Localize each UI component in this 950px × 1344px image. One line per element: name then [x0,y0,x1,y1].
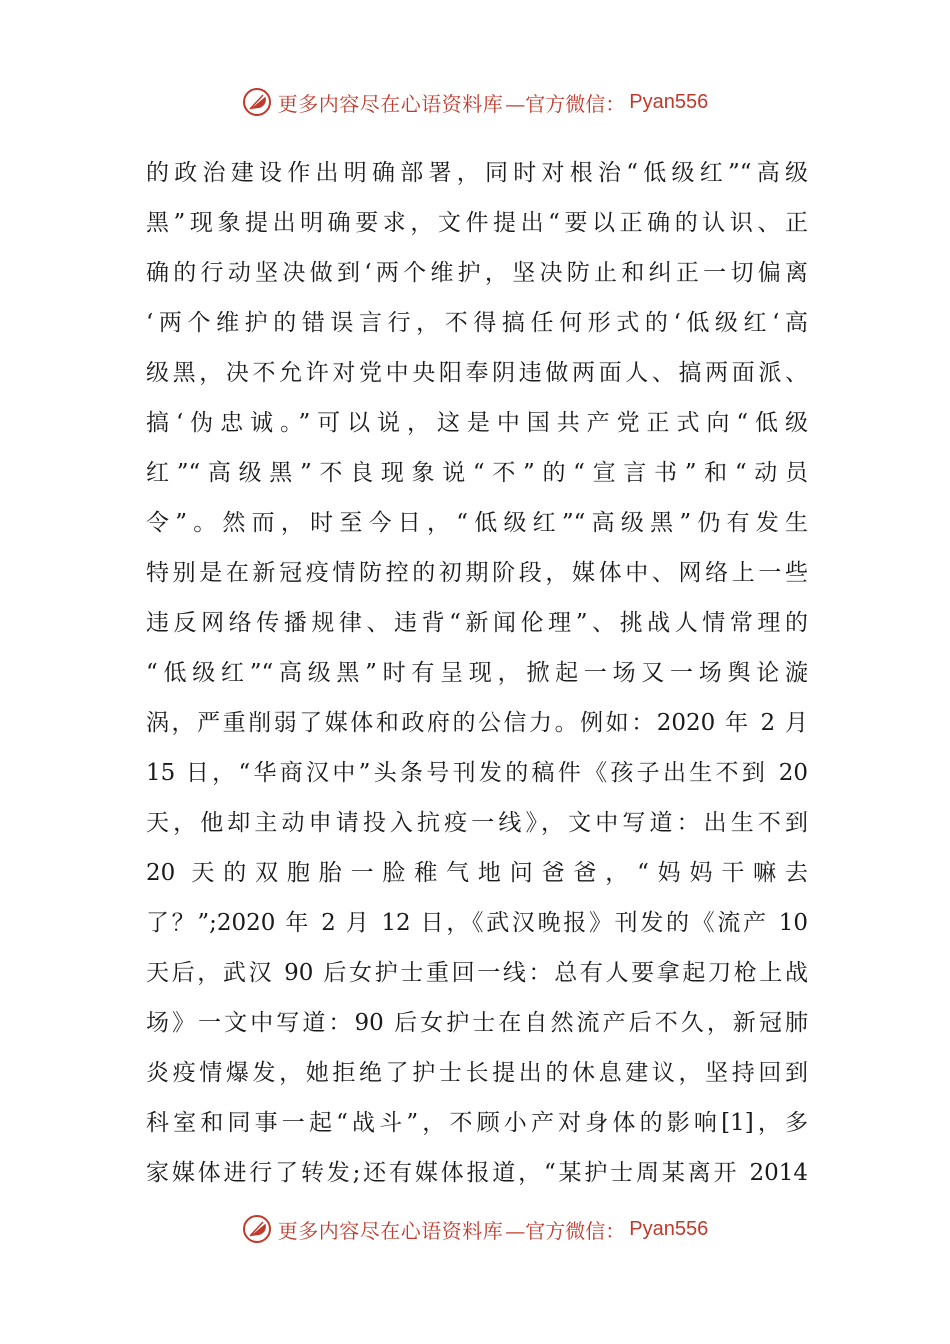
header-wechat-id: Pyan556 [629,90,709,113]
body-line: 黑”现象提出明确要求，文件提出“要以正确的认识、正 [146,210,808,236]
header-watermark [0,82,950,122]
body-line: 违反网络传播规律、违背“新闻伦理”、挑战人情常理的 [146,610,808,636]
body-line: 家媒体进行了转发;还有媒体报道，“某护士周某离开 2014 [146,1160,808,1186]
header-wechat-label: —官方微信： [505,91,626,116]
body-line: 的政治建设作出明确部署，同时对根治“低级红”“高级 [146,160,808,186]
quill-logo-icon [242,87,272,117]
footer-wechat-label: —官方微信： [505,1218,626,1243]
body-line: “低级红”“高级黑”时有呈现，掀起一场又一场舆论漩 [146,660,808,686]
body-line: 20 天的双胞胎一脸稚气地问爸爸，“妈妈干嘛去 [146,860,808,886]
body-line: 搞‘伪忠诚。”可以说，这是中国共产党正式向“低级 [146,410,808,436]
body-line: 了？”;2020 年 2 月 12 日，《武汉晚报》刊发的《流产 10 [146,910,808,936]
document-body [146,148,808,1198]
body-line: 确的行动坚决做到‘两个维护，坚决防止和纠正一切偏离 [146,260,808,286]
quill-logo-icon [242,1214,272,1244]
footer-watermark [0,1209,950,1249]
footer-wechat-id: Pyan556 [629,1217,709,1240]
body-line: 天，他却主动申请投入抗疫一线》，文中写道：出生不到 [146,810,808,836]
body-line: 场》一文中写道：90 后女护士在自然流产后不久，新冠肺 [146,1010,808,1036]
body-line: 天后，武汉 90 后女护士重回一线：总有人要拿起刀枪上战 [146,960,808,986]
body-line: 红”“高级黑”不良现象说“不”的“宣言书”和“动员 [146,460,808,486]
body-line: 令”。然而，时至今日，“低级红”“高级黑”仍有发生 [146,510,808,536]
body-line: 炎疫情爆发，她拒绝了护士长提出的休息建议，坚持回到 [146,1060,808,1086]
body-line: 科室和同事一起“战斗”，不顾小产对身体的影响[1]，多 [146,1110,808,1136]
body-line: 特别是在新冠疫情防控的初期阶段，媒体中、网络上一些 [146,560,808,586]
body-line: ‘两个维护的错误言行，不得搞任何形式的‘低级红‘高 [146,310,808,336]
footer-brand-text: 更多内容尽在心语资料库 [277,1218,504,1243]
body-line: 涡，严重削弱了媒体和政府的公信力。例如：2020 年 2 月 [146,710,808,736]
header-brand-text: 更多内容尽在心语资料库 [277,91,504,116]
body-line: 级黑，决不允许对党中央阳奉阴违做两面人、搞两面派、 [146,360,808,386]
body-line: 15 日，“华商汉中”头条号刊发的稿件《孩子出生不到 20 [146,760,808,786]
